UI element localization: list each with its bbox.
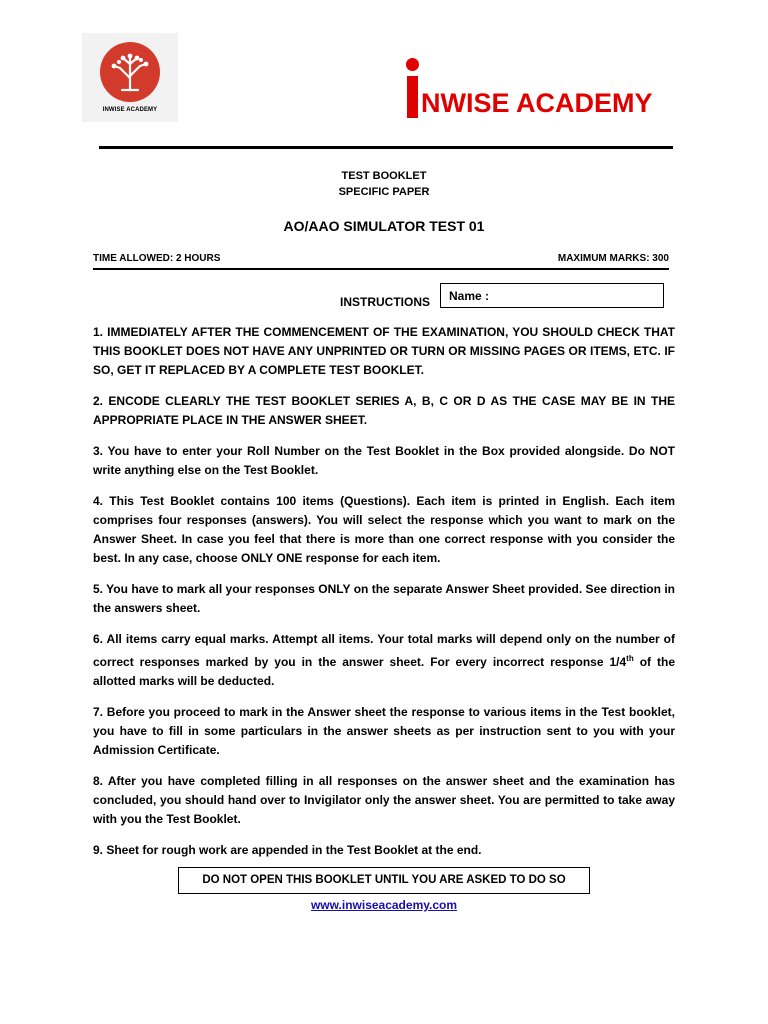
- maximum-marks: MAXIMUM MARKS: 300: [557, 253, 669, 264]
- brand-initial: [406, 58, 420, 122]
- instruction-item: 6. All items carry equal marks. Attempt all items. Your total marks will depend only on the number of correct responses marked by you in the answer sheet. For every incorrect response 1/4th of the allotted marks will be deducted.: [93, 632, 676, 688]
- instruction-item: 5. You have to mark all your responses ONLY on the separate Answer Sheet provided. See direction in the answers sheet.: [93, 582, 675, 615]
- time-allowed: TIME ALLOWED: 2 HOURS: [93, 253, 221, 264]
- page-title: AO/AAO SIMULATOR TEST 01: [283, 218, 485, 234]
- instruction-item: 2. ENCODE CLEARLY THE TEST BOOKLET SERIES A, B, C OR D AS THE CASE MAY BE IN THE APPROPRIATE PLACE IN THE ANSWER SHEET.: [93, 394, 675, 427]
- website-link[interactable]: www.inwiseacademy.com: [310, 898, 458, 912]
- instruction-item: 3. You have to enter your Roll Number on the Test Booklet in the Box provided alongside. Do NOT write anything else on the Test Booklet.: [93, 444, 675, 477]
- instruction-item: 1. IMMEDIATELY AFTER THE COMMENCEMENT OF THE EXAMINATION, YOU SHOULD CHECK THAT THIS BOOKLET DOES NOT HAVE ANY UNPRINTED OR TURN OR MISSING PAGES OR ITEMS, ETC. IF SO, GET IT REPLACED BY A COMPLETE TEST BOOKLET.: [93, 325, 675, 377]
- tree-icon: [100, 42, 160, 102]
- instruction-item: 7. Before you proceed to mark in the Answer sheet the response to various items in the Test booklet, you have to fill in some particulars in the answer sheets as per instruction sent to you with your Admission Certificate.: [93, 705, 675, 757]
- warning-notice: DO NOT OPEN THIS BOOKLET UNTIL YOU ARE ASKED TO DO SO: [178, 867, 590, 894]
- paper-type: SPECIFIC PAPER: [338, 186, 430, 198]
- name-field[interactable]: [440, 283, 664, 308]
- instruction-item: 8. After you have completed filling in all responses on the answer sheet and the examination has concluded, you should hand over to Invigilator only the answer sheet. You are permitted to take away with you the Test Booklet.: [93, 774, 675, 826]
- instructions-heading: INSTRUCTIONS: [340, 295, 430, 309]
- name-field-label: Name :: [449, 289, 490, 303]
- instructions-list: [93, 323, 675, 872]
- brand-word: NWISE ACADEMY: [421, 88, 653, 118]
- meta-divider: [93, 268, 669, 270]
- academy-logo: [82, 33, 178, 122]
- booklet-type: TEST BOOKLET: [341, 170, 427, 182]
- instruction-item: 9. Sheet for rough work are appended in the Test Booklet at the end.: [93, 843, 482, 857]
- header-divider: [99, 146, 673, 149]
- logo-caption: INWISE ACADEMY: [102, 107, 158, 113]
- instruction-item: 4. This Test Booklet contains 100 items (Questions). Each item is printed in English. Each item comprises four responses (answers). You will select the response which you want to mark on the Answer Sheet. In case you feel that there is more than one correct response with you consider the best. In any case, choose ONLY ONE response for each item.: [93, 494, 675, 565]
